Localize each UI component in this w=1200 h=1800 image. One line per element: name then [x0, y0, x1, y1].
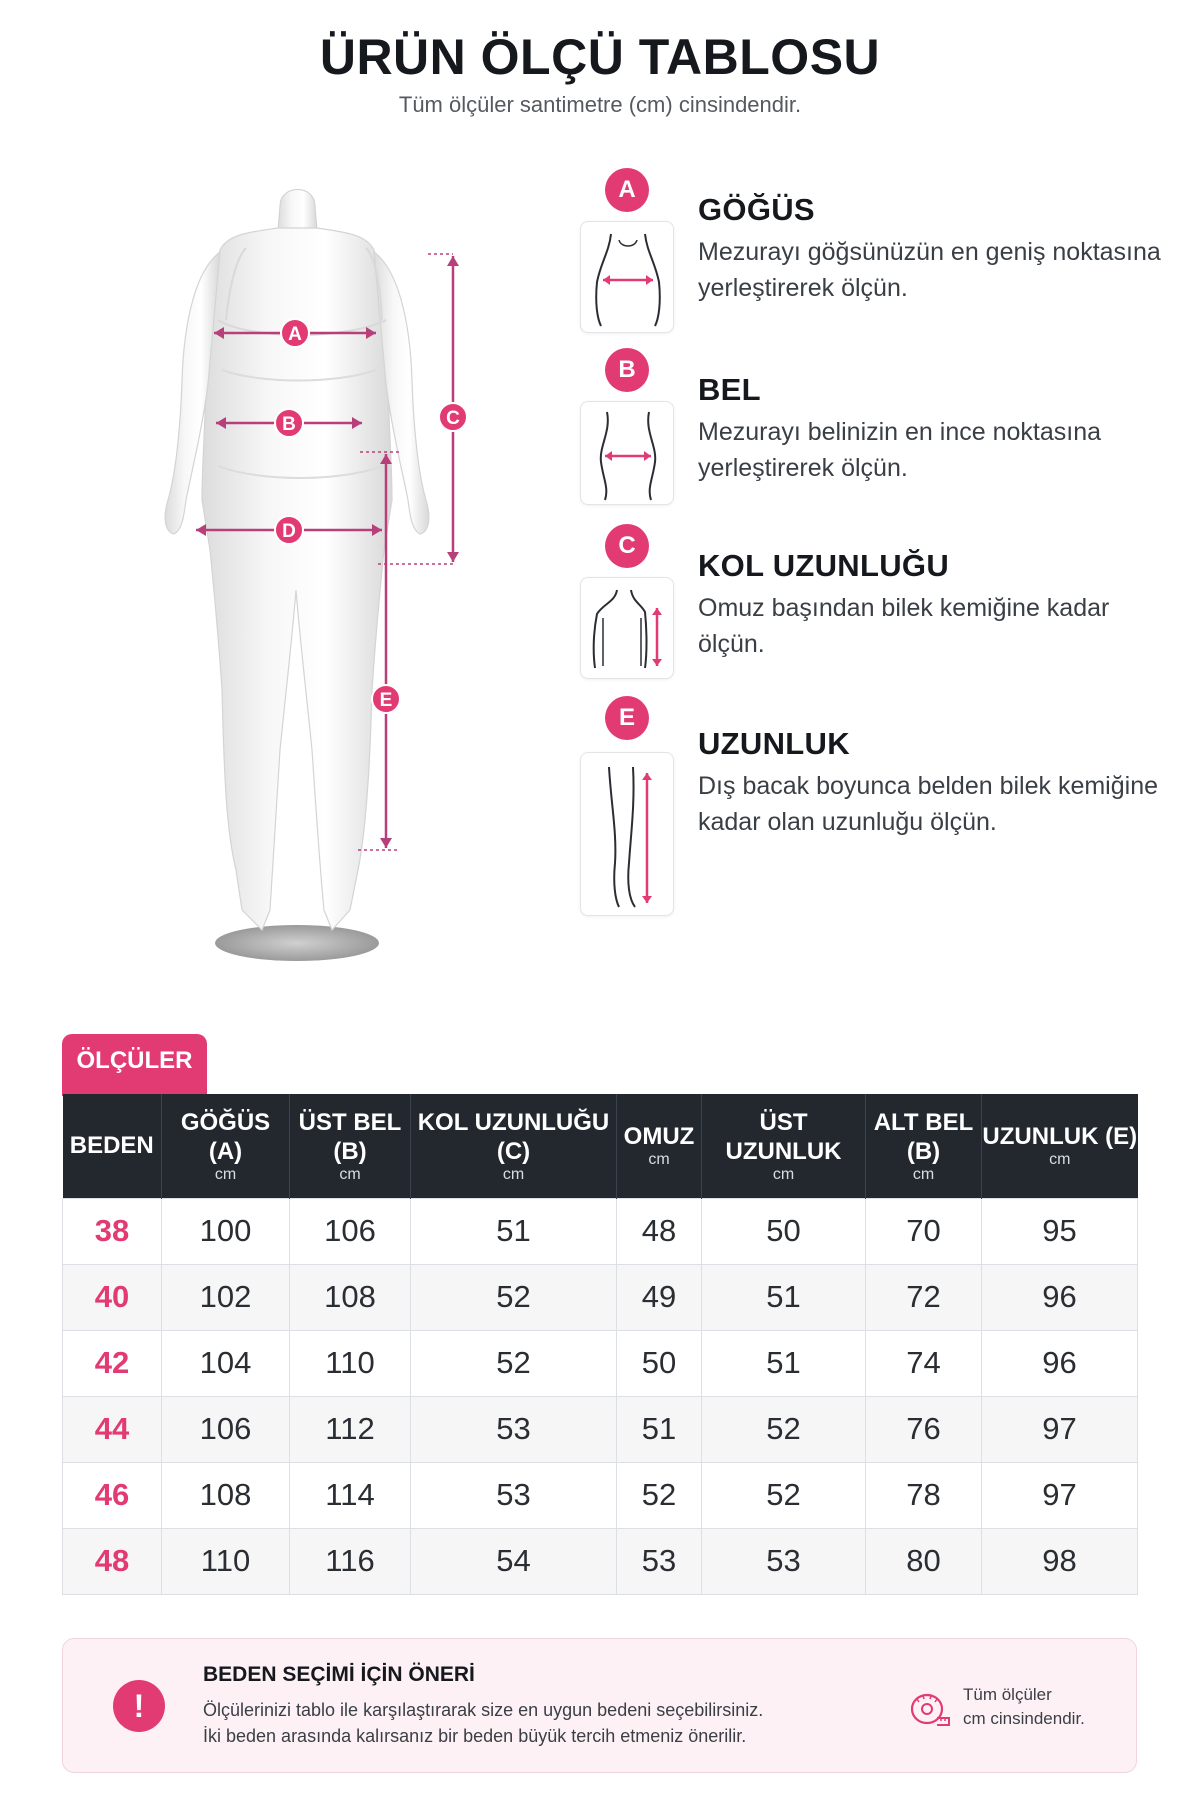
- tape-measure-icon: [907, 1685, 951, 1729]
- guide-badge: B: [605, 348, 649, 392]
- measurement-cell: 96: [982, 1264, 1138, 1330]
- guide-item-arm-length: [578, 524, 1178, 694]
- size-tip-box: [62, 1638, 1137, 1773]
- measurement-cell: 52: [411, 1330, 617, 1396]
- column-header: [982, 1094, 1138, 1198]
- diagram-label-e: E: [379, 690, 393, 711]
- measurement-cell: 70: [866, 1198, 982, 1264]
- mannequin-diagram: [110, 170, 500, 980]
- measurement-cell: 52: [702, 1462, 866, 1528]
- column-header-label: GÖĞÜS (A): [180, 1108, 271, 1165]
- measurement-cell: 53: [411, 1462, 617, 1528]
- guide-title: GÖĞÜS: [698, 192, 815, 227]
- diagram-label-d: D: [282, 521, 296, 542]
- diagram-badge-d: [275, 516, 303, 544]
- measurement-cell: 53: [702, 1528, 866, 1594]
- guide-badge: C: [605, 524, 649, 568]
- measurement-cell: 74: [866, 1330, 982, 1396]
- measurement-cell: 110: [290, 1330, 411, 1396]
- diagram-badge-e: [372, 685, 400, 713]
- measurement-cell: 106: [162, 1396, 290, 1462]
- measurement-cell: 97: [982, 1396, 1138, 1462]
- column-header-unit: cm: [502, 1165, 525, 1183]
- tip-note: [963, 1683, 1123, 1731]
- column-header-label: KOL UZUNLUĞU (C): [417, 1108, 610, 1165]
- size-cell: 48: [63, 1528, 162, 1594]
- column-header-label: BEDEN: [69, 1132, 154, 1160]
- guide-description: Omuz başından bilek kemiğine kadar ölçün.: [698, 594, 1110, 658]
- diagram-badge-c: [439, 403, 467, 431]
- measurement-cell: 95: [982, 1198, 1138, 1264]
- table-row: [63, 1528, 1138, 1594]
- column-header: [702, 1094, 866, 1198]
- table-row: [63, 1264, 1138, 1330]
- measurement-cell: 49: [617, 1264, 702, 1330]
- diagram-badge-a: [281, 319, 309, 347]
- column-header: [290, 1094, 411, 1198]
- guide-badge: A: [605, 168, 649, 212]
- measurement-cell: 51: [702, 1264, 866, 1330]
- column-header: [162, 1094, 290, 1198]
- guide-description: Mezurayı göğsünüzün en geniş noktasına yerleştirerek ölçün.: [698, 238, 1161, 302]
- diagram-label-a: A: [288, 324, 302, 345]
- measurement-cell: 106: [290, 1198, 411, 1264]
- guide-item-chest: [578, 168, 1178, 338]
- measurement-cell: 104: [162, 1330, 290, 1396]
- column-header-unit: cm: [912, 1165, 935, 1183]
- measurement-cell: 53: [411, 1396, 617, 1462]
- column-header-label: ÜST UZUNLUK: [725, 1108, 842, 1165]
- guide-item-length: [578, 696, 1178, 956]
- column-header: [63, 1094, 162, 1198]
- measurement-cell: 50: [617, 1330, 702, 1396]
- mannequin-figure: [110, 170, 500, 980]
- stand-base: [215, 925, 379, 961]
- tip-note-line-1: Tüm ölçüler: [963, 1685, 1052, 1704]
- size-cell: 44: [63, 1396, 162, 1462]
- measurement-cell: 110: [162, 1528, 290, 1594]
- measurement-cell: 96: [982, 1330, 1138, 1396]
- column-header: [866, 1094, 982, 1198]
- table-row: [63, 1462, 1138, 1528]
- table-row: [63, 1396, 1138, 1462]
- measurement-cell: 52: [617, 1462, 702, 1528]
- guide-item-waist: [578, 348, 1178, 518]
- guide-description: Dış bacak boyunca belden bilek kemiğine kadar olan uzunluğu ölçün.: [698, 772, 1158, 836]
- column-header-label: ÜST BEL (B): [298, 1108, 402, 1165]
- measurement-cell: 72: [866, 1264, 982, 1330]
- table-row: [63, 1198, 1138, 1264]
- leg-length-icon: [580, 752, 674, 916]
- measurement-cell: 112: [290, 1396, 411, 1462]
- measurement-cell: 54: [411, 1528, 617, 1594]
- guide-title: UZUNLUK: [698, 726, 850, 761]
- tip-title: BEDEN SEÇİMİ İÇİN ÖNERİ: [203, 1663, 475, 1686]
- guide-description: Mezurayı belinizin en ince noktasına yerleştirerek ölçün.: [698, 418, 1102, 482]
- waist-measure-icon: [580, 401, 674, 505]
- size-cell: 46: [63, 1462, 162, 1528]
- measurement-cell: 51: [617, 1396, 702, 1462]
- measurement-cell: 108: [290, 1264, 411, 1330]
- tip-note-line-2: cm cinsindendir.: [963, 1709, 1085, 1728]
- measurement-cell: 98: [982, 1528, 1138, 1594]
- guide-badge: E: [605, 696, 649, 740]
- column-header: [411, 1094, 617, 1198]
- measurement-cell: 78: [866, 1462, 982, 1528]
- column-header-unit: cm: [1049, 1151, 1071, 1169]
- column-header-label: OMUZ: [623, 1123, 695, 1151]
- size-cell: 38: [63, 1198, 162, 1264]
- measurement-cell: 48: [617, 1198, 702, 1264]
- size-cell: 40: [63, 1264, 162, 1330]
- column-header-unit: cm: [648, 1151, 670, 1169]
- page-subtitle: Tüm ölçüler santimetre (cm) cinsindendir.: [398, 92, 802, 117]
- tip-line-1: Ölçülerinizi tablo ile karşılaştırarak size en uygun bedeni seçebilirsiniz.: [203, 1700, 764, 1720]
- measurement-cell: 50: [702, 1198, 866, 1264]
- column-header-label: ALT BEL (B): [873, 1108, 974, 1165]
- table-header-row: [63, 1094, 1138, 1198]
- tip-text: [203, 1697, 843, 1749]
- tip-line-2: İki beden arasında kalırsanız bir beden büyük tercih etmeniz önerilir.: [203, 1726, 747, 1746]
- diagram-label-b: B: [282, 414, 296, 435]
- diagram-label-c: C: [446, 408, 460, 429]
- column-header-unit: cm: [339, 1165, 361, 1183]
- measurement-cell: 51: [702, 1330, 866, 1396]
- measurement-cell: 52: [411, 1264, 617, 1330]
- measurement-cell: 80: [866, 1528, 982, 1594]
- measurement-cell: 100: [162, 1198, 290, 1264]
- guide-title: BEL: [698, 372, 761, 407]
- column-header-unit: cm: [772, 1165, 795, 1183]
- measurement-cell: 51: [411, 1198, 617, 1264]
- measurement-cell: 108: [162, 1462, 290, 1528]
- size-cell: 42: [63, 1330, 162, 1396]
- table-row: [63, 1330, 1138, 1396]
- arm-length-icon: [580, 577, 674, 679]
- page-title: ÜRÜN ÖLÇÜ TABLOSU: [319, 29, 881, 85]
- measurement-cell: 53: [617, 1528, 702, 1594]
- column-header: [617, 1094, 702, 1198]
- measurement-cell: 97: [982, 1462, 1138, 1528]
- measurement-cell: 114: [290, 1462, 411, 1528]
- measurement-cell: 116: [290, 1528, 411, 1594]
- size-table: [62, 1094, 1138, 1595]
- alert-icon: !: [113, 1680, 165, 1732]
- diagram-badge-b: [275, 409, 303, 437]
- guide-title: KOL UZUNLUĞU: [698, 548, 950, 583]
- column-header-label: UZUNLUK (E): [982, 1123, 1138, 1151]
- column-header-unit: cm: [214, 1165, 237, 1183]
- measurements-tab: ÖLÇÜLER: [62, 1034, 207, 1096]
- chest-measure-icon: [580, 221, 674, 333]
- measurement-cell: 102: [162, 1264, 290, 1330]
- measurement-cell: 52: [702, 1396, 866, 1462]
- measurement-cell: 76: [866, 1396, 982, 1462]
